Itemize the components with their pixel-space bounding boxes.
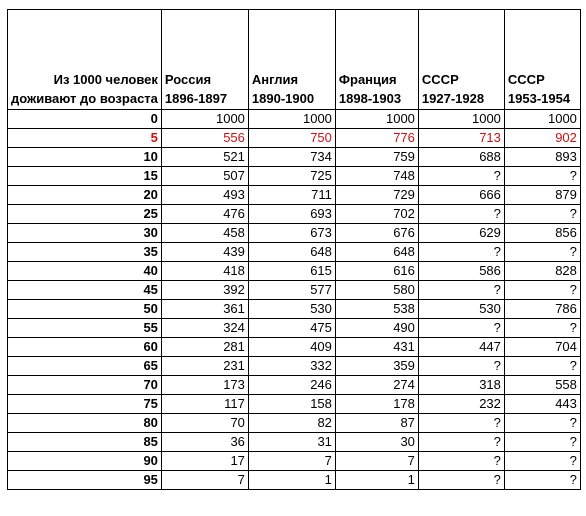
value-cell-england: 725 (248, 167, 335, 186)
value-cell-england: 475 (248, 319, 335, 338)
value-cell-russia: 1000 (161, 110, 248, 129)
age-cell: 15 (8, 167, 162, 186)
value-cell-ussr-1953: ? (504, 414, 580, 433)
value-cell-ussr-1927: ? (418, 471, 504, 490)
column-header-country: СССР (507, 72, 545, 87)
age-cell: 25 (8, 205, 162, 224)
value-cell-england: 693 (248, 205, 335, 224)
table-row (8, 319, 581, 338)
value-cell-england: 673 (248, 224, 335, 243)
value-cell-ussr-1927: 530 (418, 300, 504, 319)
value-cell-ussr-1927: ? (418, 433, 504, 452)
value-cell-russia: 361 (161, 300, 248, 319)
table-row (8, 357, 581, 376)
value-cell-france: 490 (335, 319, 418, 338)
column-header-years: 1927-1928 (421, 91, 485, 106)
value-cell-england: 734 (248, 148, 335, 167)
table-row (8, 167, 581, 186)
value-cell-england: 332 (248, 357, 335, 376)
value-cell-france: 1000 (335, 110, 418, 129)
value-cell-ussr-1953: ? (504, 471, 580, 490)
column-header-ussr-1953 (504, 10, 580, 110)
value-cell-france: 359 (335, 357, 418, 376)
value-cell-england: 409 (248, 338, 335, 357)
age-cell: 40 (8, 262, 162, 281)
value-cell-ussr-1953: ? (504, 357, 580, 376)
value-cell-ussr-1953: ? (504, 243, 580, 262)
value-cell-france: 431 (335, 338, 418, 357)
column-header-country: Англия (251, 72, 299, 87)
age-cell: 95 (8, 471, 162, 490)
value-cell-ussr-1927: ? (418, 414, 504, 433)
table-row (8, 452, 581, 471)
table-row (8, 433, 581, 452)
value-cell-england: 615 (248, 262, 335, 281)
value-cell-ussr-1927: ? (418, 243, 504, 262)
value-cell-ussr-1953: ? (504, 205, 580, 224)
age-cell: 10 (8, 148, 162, 167)
value-cell-france: 729 (335, 186, 418, 205)
value-cell-ussr-1927: 586 (418, 262, 504, 281)
value-cell-england: 158 (248, 395, 335, 414)
value-cell-ussr-1927: 688 (418, 148, 504, 167)
table-row (8, 281, 581, 300)
value-cell-russia: 36 (161, 433, 248, 452)
value-cell-ussr-1953: 1000 (504, 110, 580, 129)
age-cell: 80 (8, 414, 162, 433)
table-row (8, 110, 581, 129)
age-cell: 60 (8, 338, 162, 357)
table-row (8, 471, 581, 490)
value-cell-ussr-1927: 713 (418, 129, 504, 148)
value-cell-france: 178 (335, 395, 418, 414)
value-cell-ussr-1953: 879 (504, 186, 580, 205)
value-cell-russia: 70 (161, 414, 248, 433)
value-cell-russia: 493 (161, 186, 248, 205)
column-header-france (335, 10, 418, 110)
value-cell-ussr-1927: 318 (418, 376, 504, 395)
table-row (8, 186, 581, 205)
age-cell: 35 (8, 243, 162, 262)
value-cell-england: 648 (248, 243, 335, 262)
value-cell-russia: 439 (161, 243, 248, 262)
value-cell-ussr-1953: ? (504, 433, 580, 452)
value-cell-france: 538 (335, 300, 418, 319)
value-cell-ussr-1953: ? (504, 319, 580, 338)
table-row (8, 243, 581, 262)
table-header-row (8, 10, 581, 110)
column-header-russia (161, 10, 248, 110)
age-cell: 45 (8, 281, 162, 300)
value-cell-ussr-1953: 443 (504, 395, 580, 414)
age-cell: 90 (8, 452, 162, 471)
age-cell: 85 (8, 433, 162, 452)
survival-table-body (8, 10, 581, 490)
value-cell-france: 30 (335, 433, 418, 452)
value-cell-russia: 392 (161, 281, 248, 300)
value-cell-france: 759 (335, 148, 418, 167)
value-cell-france: 274 (335, 376, 418, 395)
survival-table (7, 9, 581, 490)
value-cell-russia: 173 (161, 376, 248, 395)
value-cell-france: 702 (335, 205, 418, 224)
value-cell-ussr-1953: 902 (504, 129, 580, 148)
age-cell: 70 (8, 376, 162, 395)
value-cell-ussr-1927: 1000 (418, 110, 504, 129)
age-cell: 55 (8, 319, 162, 338)
value-cell-ussr-1953: 558 (504, 376, 580, 395)
value-cell-france: 676 (335, 224, 418, 243)
value-cell-france: 776 (335, 129, 418, 148)
value-cell-ussr-1927: ? (418, 167, 504, 186)
corner-header-cell (8, 10, 162, 110)
table-row (8, 338, 581, 357)
age-cell: 50 (8, 300, 162, 319)
value-cell-ussr-1927: ? (418, 205, 504, 224)
value-cell-france: 748 (335, 167, 418, 186)
value-cell-ussr-1927: ? (418, 319, 504, 338)
value-cell-england: 577 (248, 281, 335, 300)
value-cell-russia: 117 (161, 395, 248, 414)
age-cell: 5 (8, 129, 162, 148)
table-row (8, 376, 581, 395)
column-header-ussr-1927 (418, 10, 504, 110)
value-cell-england: 750 (248, 129, 335, 148)
value-cell-ussr-1927: ? (418, 281, 504, 300)
value-cell-russia: 7 (161, 471, 248, 490)
value-cell-ussr-1927: 666 (418, 186, 504, 205)
age-cell: 20 (8, 186, 162, 205)
value-cell-ussr-1953: ? (504, 281, 580, 300)
value-cell-ussr-1953: 704 (504, 338, 580, 357)
corner-header-line-2: доживают до возраста (11, 91, 158, 106)
corner-header-line-1: Из 1000 человек (53, 72, 158, 87)
column-header-years: 1898-1903 (338, 91, 402, 106)
value-cell-russia: 507 (161, 167, 248, 186)
value-cell-france: 87 (335, 414, 418, 433)
table-row (8, 224, 581, 243)
value-cell-russia: 231 (161, 357, 248, 376)
survival-table-container (7, 9, 586, 490)
value-cell-england: 7 (248, 452, 335, 471)
value-cell-ussr-1927: 629 (418, 224, 504, 243)
column-header-country: Франция (338, 72, 397, 87)
value-cell-russia: 476 (161, 205, 248, 224)
value-cell-ussr-1953: ? (504, 452, 580, 471)
value-cell-ussr-1927: 232 (418, 395, 504, 414)
column-header-country: Россия (164, 72, 212, 87)
value-cell-france: 7 (335, 452, 418, 471)
value-cell-england: 711 (248, 186, 335, 205)
value-cell-ussr-1953: 828 (504, 262, 580, 281)
value-cell-ussr-1927: ? (418, 452, 504, 471)
age-cell: 65 (8, 357, 162, 376)
value-cell-russia: 281 (161, 338, 248, 357)
value-cell-england: 530 (248, 300, 335, 319)
value-cell-russia: 556 (161, 129, 248, 148)
value-cell-ussr-1953: 893 (504, 148, 580, 167)
value-cell-england: 31 (248, 433, 335, 452)
value-cell-ussr-1953: 856 (504, 224, 580, 243)
value-cell-ussr-1927: 447 (418, 338, 504, 357)
column-header-years: 1890-1900 (251, 91, 315, 106)
table-row (8, 300, 581, 319)
value-cell-england: 1000 (248, 110, 335, 129)
column-header-years: 1896-1897 (164, 91, 228, 106)
age-cell: 0 (8, 110, 162, 129)
value-cell-england: 246 (248, 376, 335, 395)
value-cell-ussr-1953: 786 (504, 300, 580, 319)
table-row (8, 414, 581, 433)
column-header-country: СССР (421, 72, 459, 87)
table-row (8, 395, 581, 414)
value-cell-russia: 17 (161, 452, 248, 471)
column-header-england (248, 10, 335, 110)
column-header-years: 1953-1954 (507, 91, 571, 106)
value-cell-france: 580 (335, 281, 418, 300)
value-cell-france: 1 (335, 471, 418, 490)
value-cell-england: 82 (248, 414, 335, 433)
age-cell: 30 (8, 224, 162, 243)
table-row (8, 129, 581, 148)
value-cell-russia: 324 (161, 319, 248, 338)
value-cell-france: 648 (335, 243, 418, 262)
value-cell-russia: 521 (161, 148, 248, 167)
table-row (8, 148, 581, 167)
value-cell-ussr-1953: ? (504, 167, 580, 186)
value-cell-england: 1 (248, 471, 335, 490)
value-cell-ussr-1927: ? (418, 357, 504, 376)
age-cell: 75 (8, 395, 162, 414)
value-cell-russia: 458 (161, 224, 248, 243)
value-cell-france: 616 (335, 262, 418, 281)
table-row (8, 262, 581, 281)
value-cell-russia: 418 (161, 262, 248, 281)
table-row (8, 205, 581, 224)
